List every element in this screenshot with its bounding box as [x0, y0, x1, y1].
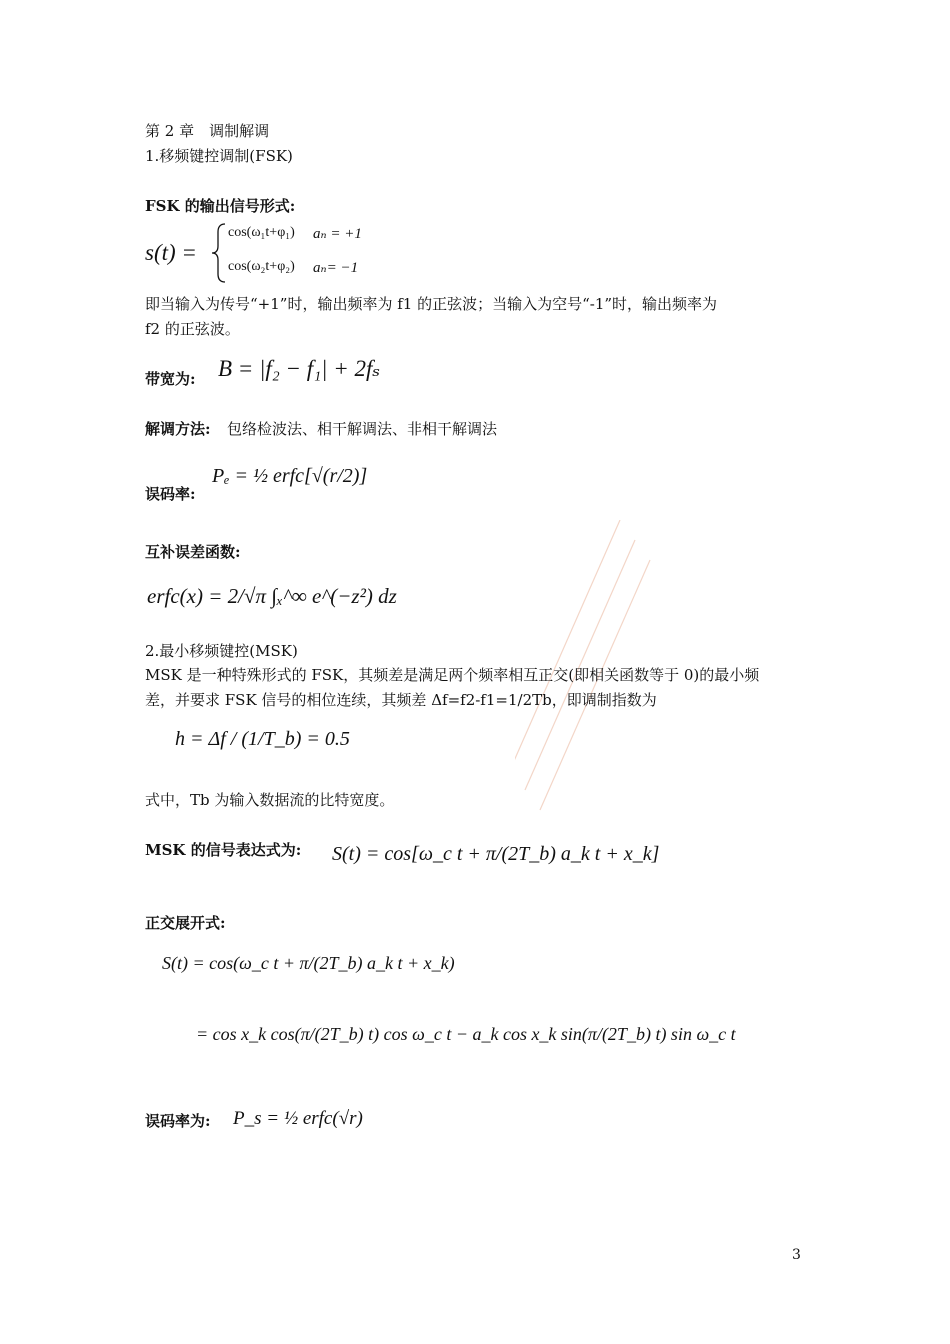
fsk-case2: cos(ω₂t+φ₂): [228, 259, 295, 274]
orthogonal-expansion-label: 正交展开式:: [145, 914, 226, 932]
orthogonal-expansion-line2: = cos x_k cos(π/(2T_b) t) cos ω_c t − a_k cos x_k sin(π/(2T_b) t) sin ω_c t: [196, 1024, 736, 1044]
section-fsk-heading: 1.移频键控调制(FSK): [145, 147, 293, 165]
demod-methods: 包络检波法、相干解调法、非相干解调法: [227, 420, 498, 438]
msk-description-line1: MSK 是一种特殊形式的 FSK，其频差是满足两个频率相互正交(即相关函数等于 0)的最小频: [145, 666, 760, 684]
fsk-description-line2: f2 的正弦波。: [145, 320, 240, 338]
fsk-case1-condition: aₙ = +1: [313, 226, 362, 242]
fsk-output-label: FSK 的输出信号形式:: [145, 197, 296, 215]
fsk-ber-formula: Pₑ = ½ erfc[√(r/2)]: [212, 465, 368, 487]
fsk-case2-condition: aₙ= −1: [313, 260, 359, 276]
fsk-ber-label: 误码率:: [145, 485, 196, 503]
erfc-label: 互补误差函数:: [145, 543, 241, 561]
page-number: 3: [792, 1247, 801, 1263]
bandwidth-label: 带宽为:: [145, 370, 196, 388]
tb-note: 式中，Tb 为输入数据流的比特宽度。: [145, 791, 395, 809]
bandwidth-formula: B = |f₂ − f₁| + 2fₛ: [218, 356, 381, 381]
section-msk-heading: 2.最小移频键控(MSK): [145, 642, 298, 660]
demod-label: 解调方法:: [145, 420, 211, 438]
left-brace-icon: [211, 222, 227, 284]
msk-ber-label: 误码率为:: [145, 1112, 211, 1130]
fsk-formula-lhs: s(t) =: [145, 240, 197, 265]
msk-signal-label: MSK 的信号表达式为:: [145, 841, 302, 859]
modulation-index-formula: h = Δf / (1/T_b) = 0.5: [175, 728, 350, 750]
chapter-heading: 第 2 章 调制解调: [145, 122, 270, 140]
msk-description-line2: 差，并要求 FSK 信号的相位连续，其频差 Δf=f2-f1=1/2Tb，即调制指数为: [145, 691, 657, 709]
fsk-description-line1: 即当输入为传号“+1”时，输出频率为 f1 的正弦波；当输入为空号“-1”时，输出频率为: [145, 295, 718, 313]
orthogonal-expansion-line1: S(t) = cos(ω_c t + π/(2T_b) a_k t + x_k): [162, 953, 455, 973]
erfc-formula: erfc(x) = 2/√π ∫ₓ^∞ e^(−z²) dz: [147, 584, 397, 608]
fsk-case1: cos(ω₁t+φ₁): [228, 225, 295, 240]
msk-signal-formula: S(t) = cos[ω_c t + π/(2T_b) a_k t + x_k]: [332, 843, 660, 865]
msk-ber-formula: P_s = ½ erfc(√r): [233, 1108, 363, 1129]
fsk-formula: [145, 220, 375, 286]
